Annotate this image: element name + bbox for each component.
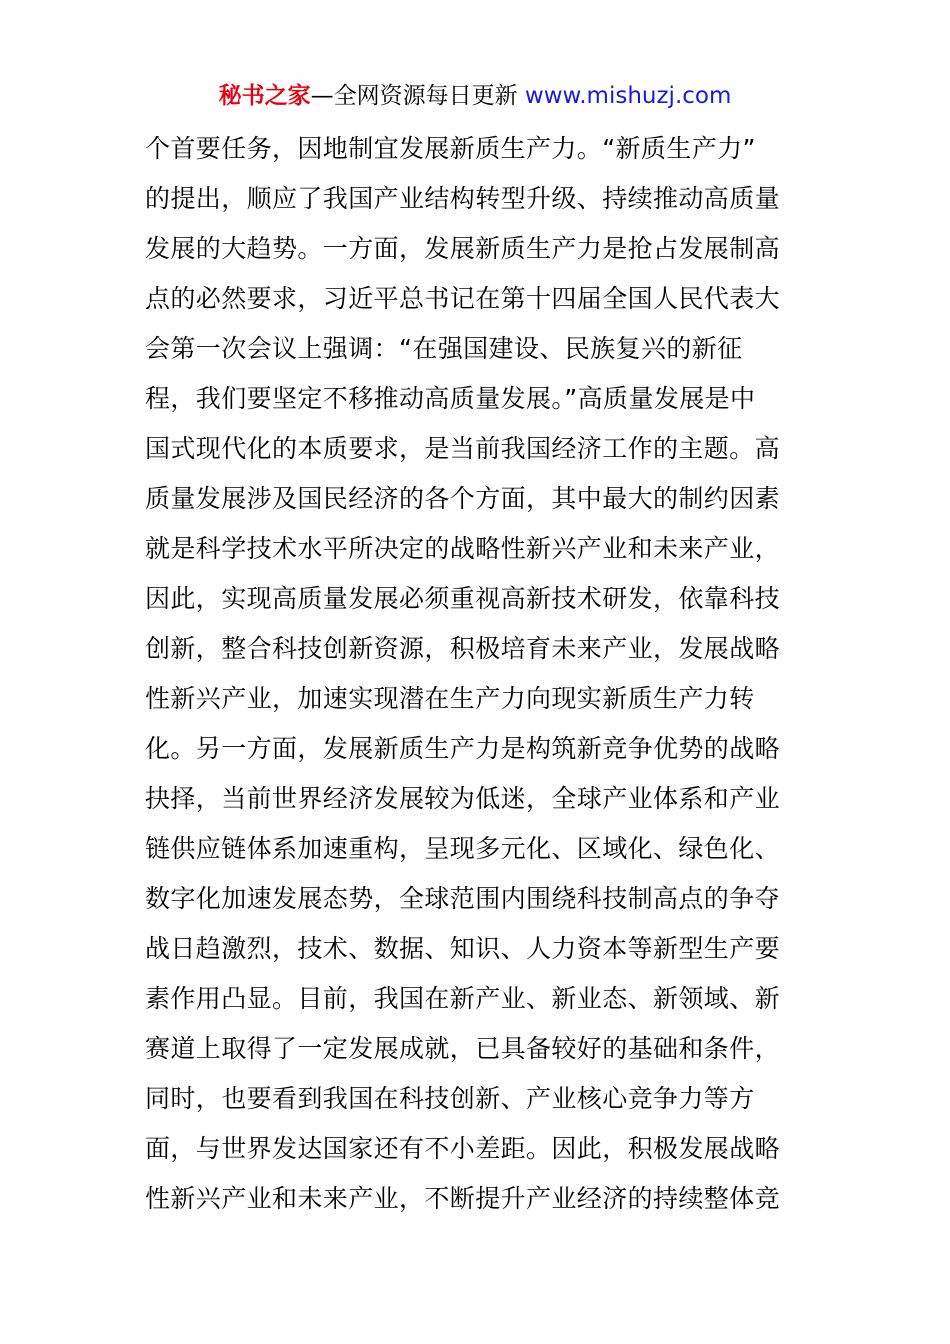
text-line: 创新，整合科技创新资源，积极培育未来产业，发展战略 — [145, 634, 781, 663]
text-line: 素作用凸显。目前，我国在新产业、新业态、新领域、新 — [145, 984, 781, 1013]
site-url[interactable]: www.mishuzj.com — [524, 83, 732, 109]
text-line: 会第一次会议上强调：“在强国建设、民族复兴的新征 — [145, 334, 743, 363]
text-line: 链供应链体系加速重构，呈现多元化、区域化、绿色化、 — [145, 834, 781, 863]
text-line: 数字化加速发展态势，全球范围内围绕科技制高点的争夺 — [145, 884, 781, 913]
text-line: 程，我们要坚定不移推动高质量发展。”高质量发展是中 — [145, 384, 756, 413]
text-line: 性新兴产业和未来产业，不断提升产业经济的持续整体竞 — [145, 1184, 781, 1213]
text-line: 国式现代化的本质要求，是当前我国经济工作的主题。高 — [145, 434, 781, 463]
document-body — [145, 124, 815, 1224]
text-line: 赛道上取得了一定发展成就，已具备较好的基础和条件， — [145, 1034, 781, 1063]
page-header — [0, 80, 950, 112]
text-line: 质量发展涉及国民经济的各个方面，其中最大的制约因素 — [145, 484, 781, 513]
text-line: 个首要任务，因地制宜发展新质生产力。“新质生产力” — [145, 134, 756, 163]
text-line: 化。另一方面，发展新质生产力是构筑新竞争优势的战略 — [145, 734, 781, 763]
text-line: 同时，也要看到我国在科技创新、产业核心竞争力等方 — [145, 1084, 755, 1113]
text-line: 面，与世界发达国家还有不小差距。因此，积极发展战略 — [145, 1134, 781, 1163]
text-line: 发展的大趋势。一方面，发展新质生产力是抢占发展制高 — [145, 234, 781, 263]
text-line: 性新兴产业，加速实现潜在生产力向现实新质生产力转 — [145, 684, 755, 713]
text-line: 抉择，当前世界经济发展较为低迷，全球产业体系和产业 — [145, 784, 781, 813]
brand-name: 秘书之家 — [218, 83, 311, 109]
text-line: 就是科学技术水平所决定的战略性新兴产业和未来产业， — [145, 534, 781, 563]
text-line: 战日趋激烈，技术、数据、知识、人力资本等新型生产要 — [145, 934, 781, 963]
header-tagline: —全网资源每日更新 — [310, 83, 525, 109]
text-line: 点的必然要求，习近平总书记在第十四届全国人民代表大 — [145, 284, 781, 313]
text-line: 的提出，顺应了我国产业结构转型升级、持续推动高质量 — [145, 184, 781, 213]
text-line: 因此，实现高质量发展必须重视高新技术研发，依靠科技 — [145, 584, 781, 613]
